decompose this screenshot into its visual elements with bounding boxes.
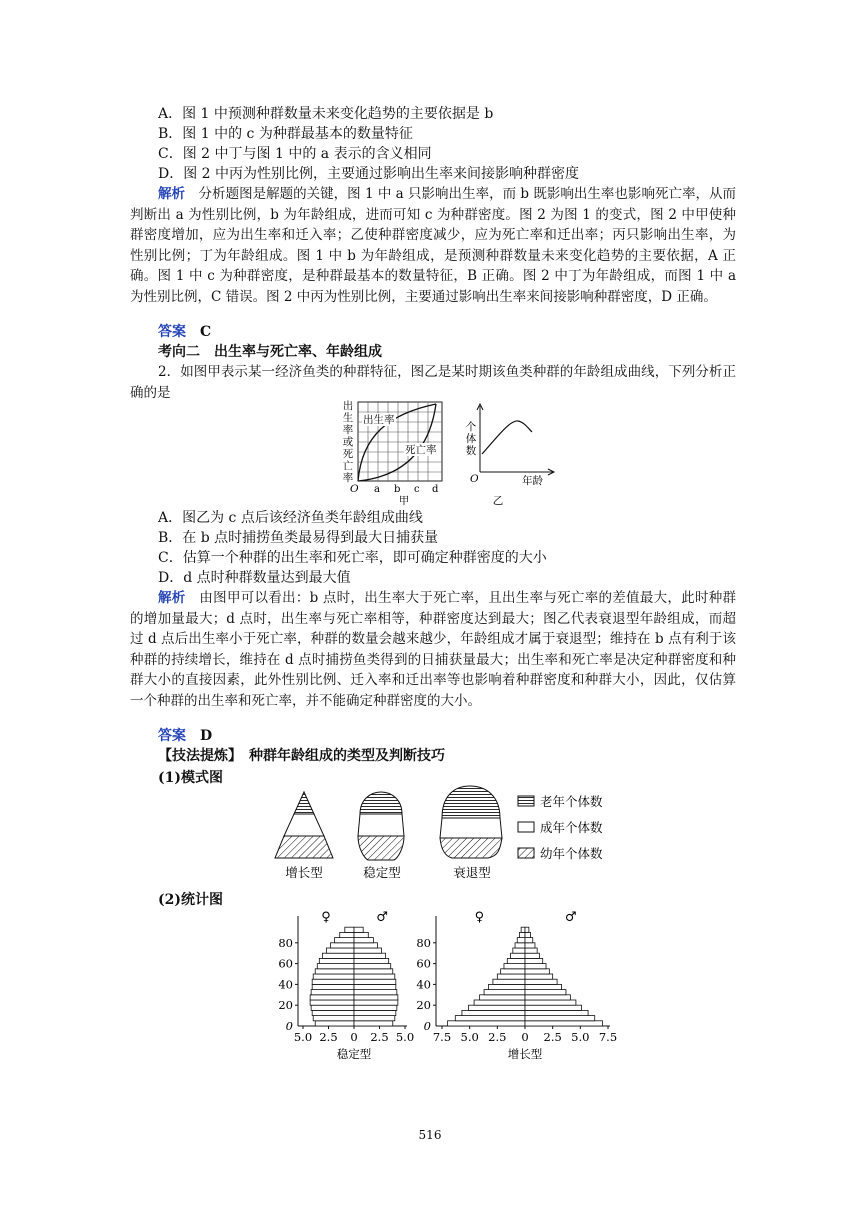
legend-swatch-young — [518, 848, 534, 858]
bar-male — [525, 1010, 588, 1015]
death-rate-label: 死亡率 — [405, 444, 437, 456]
bar-female — [507, 958, 525, 963]
bar-male — [525, 948, 537, 953]
section2-title: 考向二 出生率与死亡率、年龄组成 — [158, 344, 382, 360]
bar-male — [525, 943, 535, 948]
legend — [518, 794, 603, 861]
bar-female — [484, 990, 525, 995]
y-tick-label: 80 — [416, 935, 431, 950]
bar-male — [354, 938, 373, 943]
bar-male — [525, 1005, 581, 1010]
x-tick-label: 2.5 — [319, 1030, 338, 1044]
legend-label-young: 幼年个体数 — [540, 846, 603, 861]
q2-analysis-label: 解析 — [158, 590, 186, 606]
population-pyramid-growing — [416, 906, 620, 1066]
q1-option-d: D．图 2 中丙为性别比例，主要通过影响出生率来间接影响种群密度 — [158, 166, 580, 182]
y-tick-label: 0 — [285, 1019, 293, 1033]
yi-ylabel-char: 体 — [465, 433, 477, 445]
q2-answer-label: 答案 — [158, 728, 186, 744]
bar-male — [525, 969, 549, 974]
bar-female — [335, 938, 354, 943]
bar-female — [497, 974, 525, 979]
bar-female — [504, 964, 525, 969]
bar-male — [354, 1016, 395, 1021]
bar-male — [525, 1000, 576, 1005]
chart-title: 稳定型 — [336, 1047, 372, 1061]
bar-female — [313, 1016, 354, 1021]
q1-analysis-text: 分析题图是解题的关键，图 1 中 a 只影响出生率，而 b 既影响出生率也影响死亡率，从而判断出 a 为性别比例，b 为年龄组成，进而可知 c 为种群密度。图 2 为图 1 的变式，图 2 中甲使种群密度增加，应为出生率和迁入率；乙使种群密度减少，应为死亡率和迁出率；丙只影响出生率，为性别比例；丁为年龄组成。图 1 中 b 为年龄组成，是预测种群数量未来变化趋势的主要依据，A 正确。图 1 中 c 为种群密度，是种群最基本的数量特征，B 正确。图 2 中丁为年龄组成，而图 1 中 a 为性别比例，C 错误。图 2 中丙为性别比例，主要通过影响出生率来间接影响种群密度，D 正确。 — [130, 186, 737, 305]
y-tick-label: 20 — [278, 998, 293, 1013]
x-tick-label: 7.5 — [432, 1030, 452, 1044]
bar-male — [354, 1000, 398, 1005]
figure-jia-ylabel — [343, 399, 354, 484]
jia-origin: O — [350, 483, 359, 495]
q2-option-c: C．估算一个种群的出生率和死亡率，即可确定种群密度的大小 — [158, 550, 547, 566]
bar-male — [354, 969, 393, 974]
bar-male — [354, 927, 363, 932]
bar-female — [345, 927, 354, 932]
legend-label-adult: 成年个体数 — [540, 820, 603, 835]
bar-female — [312, 1010, 354, 1015]
y-tick-label: 60 — [278, 956, 293, 971]
birth-rate-label: 出生率 — [363, 414, 395, 426]
age-structure-model-diagram — [266, 784, 626, 884]
tips-label: 【技法提炼】 — [158, 748, 235, 764]
q1-answer-value: C — [200, 324, 212, 340]
shape-label-declining: 衰退型 — [453, 865, 491, 880]
y-tick-label: 40 — [278, 977, 293, 992]
bar-male — [354, 995, 398, 1000]
bar-female — [519, 932, 525, 937]
yi-origin: O — [470, 473, 479, 485]
bar-male — [354, 932, 368, 937]
bar-male — [354, 1021, 393, 1026]
bar-male — [354, 943, 377, 948]
bar-female — [521, 927, 525, 932]
legend-label-old: 老年个体数 — [540, 794, 603, 809]
jia-xtick: a — [374, 484, 380, 495]
x-tick-label: 2.5 — [543, 1030, 562, 1044]
bar-male — [354, 964, 391, 969]
pyramid-stable — [358, 792, 404, 860]
bar-female — [515, 943, 525, 948]
bar-female — [311, 1005, 354, 1010]
bar-male — [525, 1016, 595, 1021]
jia-caption: 甲 — [398, 495, 410, 507]
bar-male — [525, 953, 539, 958]
bar-male — [354, 974, 395, 979]
bar-male — [525, 1021, 602, 1026]
bar-female — [326, 948, 354, 953]
male-symbol: ♂ — [376, 910, 388, 925]
q1-answer-label: 答案 — [158, 324, 186, 340]
q2-analysis — [130, 588, 736, 711]
bar-female — [310, 1000, 354, 1005]
bar-female — [331, 943, 354, 948]
bar-female — [448, 1021, 525, 1026]
jia-xtick: c — [414, 484, 420, 495]
bar-male — [525, 964, 546, 969]
tips-heading — [158, 746, 445, 766]
jia-ylabel-char: 生 — [342, 412, 354, 424]
page-number: 516 — [418, 1128, 442, 1142]
bar-female — [313, 974, 354, 979]
bar-female — [511, 953, 525, 958]
q2-option-a: A．图乙为 c 点后该经济鱼类年龄组成曲线 — [158, 510, 423, 526]
bar-male — [525, 984, 562, 989]
bar-male — [354, 984, 396, 989]
bar-female — [311, 990, 354, 995]
bar-male — [525, 958, 543, 963]
model-diagram-label: (1)模式图 — [158, 770, 223, 786]
stat-chart-label: (2)统计图 — [158, 892, 223, 908]
female-symbol: ♀ — [321, 910, 331, 925]
y-tick-label: 20 — [416, 998, 431, 1013]
q1-option-b: B．图 1 中的 c 为种群最基本的数量特征 — [158, 126, 413, 142]
bar-male — [354, 953, 386, 958]
bar-male — [525, 974, 553, 979]
yi-ylabel-char: 数 — [465, 445, 477, 457]
q1-option-a: A．图 1 中预测种群数量未来变化趋势的主要依据是 b — [158, 106, 494, 122]
q1-option-c: C．图 2 中丁与图 1 中的 a 表示的含义相同 — [158, 146, 432, 162]
q2-option-d: D．d 点时种群数量达到最大值 — [158, 570, 351, 586]
bar-female — [488, 984, 525, 989]
bar-female — [322, 953, 354, 958]
bar-male — [354, 990, 397, 995]
bar-male — [354, 948, 382, 953]
bar-female — [501, 969, 525, 974]
female-symbol: ♀ — [474, 910, 485, 925]
bar-female — [480, 995, 525, 1000]
bar-male — [525, 927, 529, 932]
q1-answer — [158, 322, 211, 342]
x-tick-label: 0 — [350, 1030, 358, 1044]
x-tick-label: 2.5 — [488, 1030, 507, 1044]
male-symbol: ♂ — [564, 910, 577, 925]
bar-male — [525, 932, 531, 937]
q2-answer-value: D — [200, 728, 213, 744]
bar-female — [315, 1021, 354, 1026]
bar-male — [354, 1005, 397, 1010]
bar-male — [354, 1010, 396, 1015]
q1-analysis-label: 解析 — [158, 186, 186, 202]
y-tick-label: 40 — [416, 977, 431, 992]
figure-yi — [462, 396, 562, 506]
jia-ylabel-char: 率 — [342, 424, 354, 436]
yi-xlabel: 年龄 — [522, 475, 543, 487]
q2-option-b: B．在 b 点时捕捞鱼类最易得到最大日捕获量 — [158, 530, 439, 546]
bar-male — [354, 958, 389, 963]
bar-female — [317, 964, 354, 969]
bar-male — [525, 979, 557, 984]
x-tick-label: 5.0 — [571, 1030, 590, 1044]
bar-female — [517, 938, 525, 943]
bar-female — [493, 979, 525, 984]
q1-analysis — [130, 184, 736, 307]
q2-stem-text: 2．如图甲表示某一经济鱼类的种群特征，图乙是某时期该鱼类种群的年龄组成曲线，下列分析正确的是 — [130, 364, 736, 401]
yi-ylabel-char: 个 — [465, 421, 477, 433]
x-tick-label: 5.0 — [460, 1030, 479, 1044]
jia-xtick: b — [394, 484, 401, 495]
population-pyramid-stable — [270, 906, 420, 1066]
legend-swatch-adult — [518, 822, 534, 832]
chart-title: 增长型 — [507, 1047, 543, 1061]
bar-female — [310, 995, 354, 1000]
bar-female — [469, 1005, 525, 1010]
figure-jia — [338, 396, 458, 506]
yi-caption: 乙 — [492, 495, 504, 507]
bar-female — [319, 958, 354, 963]
bar-male — [525, 995, 570, 1000]
y-tick-label: 0 — [423, 1019, 431, 1033]
x-tick-label: 0 — [521, 1030, 529, 1044]
x-tick-label: 5.0 — [293, 1030, 313, 1044]
bar-female — [462, 1010, 525, 1015]
jia-xtick: d — [432, 484, 439, 495]
jia-ylabel-char: 率 — [342, 472, 354, 484]
jia-ylabel-char: 死 — [342, 448, 354, 460]
q2-analysis-text: 由图甲可以看出：b 点时，出生率大于死亡率，且出生率与死亡率的差值最大，此时种群的增加量最大；d 点时，出生率与死亡率相等，种群密度达到最大；图乙代表衰退型年龄组成，而超过 d 点后出生率小于死亡率，种群的数量会越来越少，年龄组成才属于衰退型；维持在 b 点有利于该种群的持续增长，维持在 d 点时捕捞鱼类得到的日捕获量最大；出生率和死亡率是决定种群密度和种群大小的直接因素，此外性别比例、迁入率和迁出率等也影响着种群密度和种群大小，因此，仅估算一个种群的出生率和死亡率，并不能确定种群密度的大小。 — [130, 590, 737, 709]
bar-female — [312, 984, 354, 989]
tips-title: 种群年龄组成的类型及判断技巧 — [249, 748, 445, 764]
y-tick-label: 80 — [278, 935, 293, 950]
y-tick-label: 60 — [416, 956, 431, 971]
bar-female — [340, 932, 354, 937]
pyramid-growing — [275, 792, 333, 858]
shape-label-stable: 稳定型 — [363, 865, 401, 880]
legend-swatch-old — [518, 796, 534, 806]
bar-female — [513, 948, 525, 953]
bar-male — [525, 990, 566, 995]
bar-female — [312, 979, 354, 984]
x-tick-label: 2.5 — [370, 1030, 389, 1044]
bar-female — [315, 969, 354, 974]
bar-female — [474, 1000, 525, 1005]
bar-female — [455, 1016, 525, 1021]
jia-ylabel-char: 亡 — [342, 460, 354, 472]
jia-ylabel-char: 或 — [342, 436, 354, 448]
bar-male — [525, 938, 533, 943]
x-tick-label: 7.5 — [598, 1030, 618, 1044]
x-tick-label: 5.0 — [395, 1030, 415, 1044]
age-curve — [482, 421, 532, 454]
jia-ylabel-char: 出 — [342, 400, 354, 412]
q2-answer — [158, 726, 212, 746]
bar-male — [354, 979, 396, 984]
pyramid-declining — [440, 786, 502, 858]
shape-label-growing: 增长型 — [285, 865, 323, 880]
